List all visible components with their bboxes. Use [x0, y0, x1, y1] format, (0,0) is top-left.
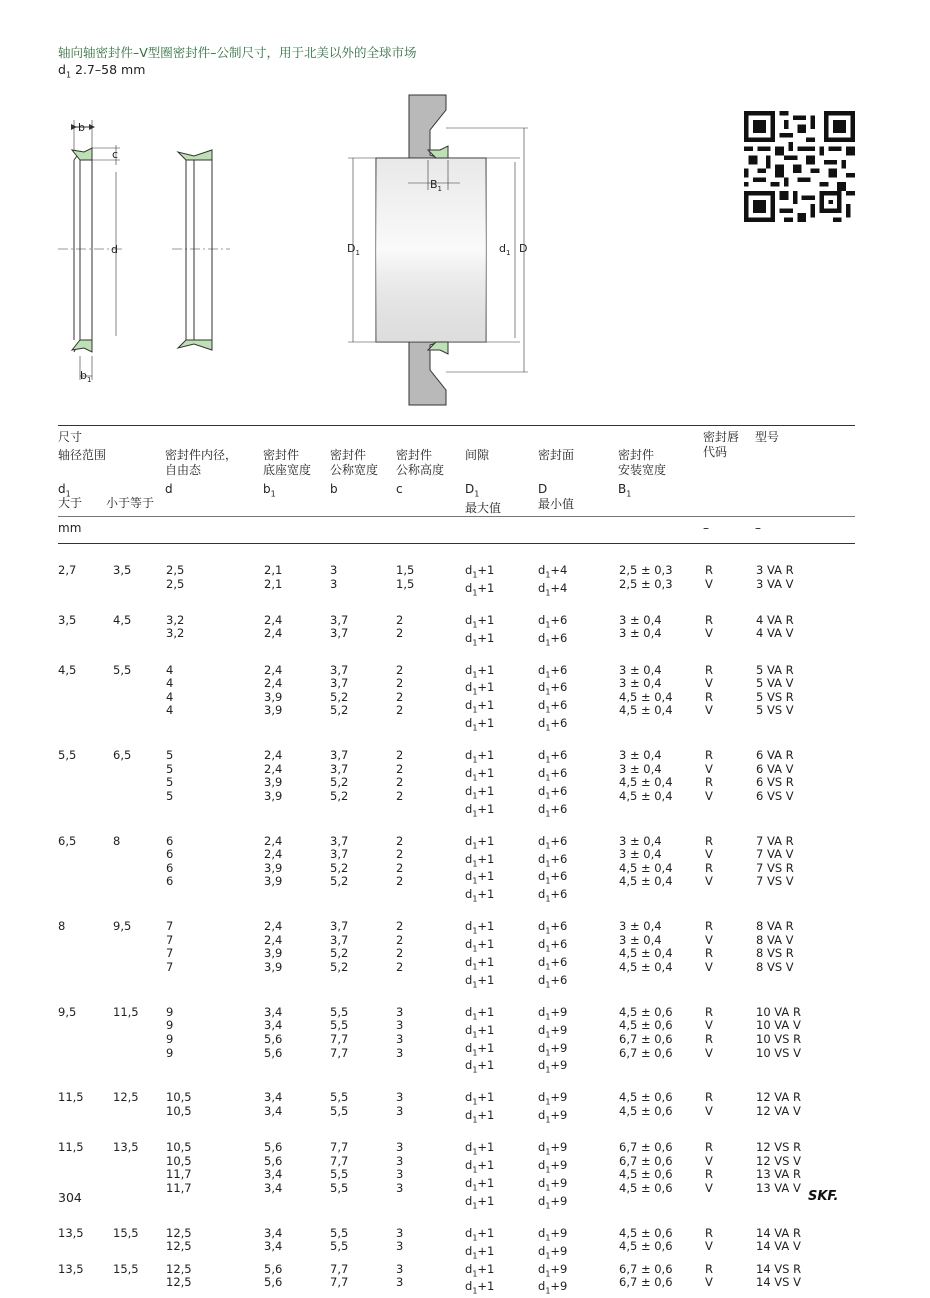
cell-type: 12 VS R 12 VS V 13 VA R 13 VA V [756, 1127, 855, 1213]
cell-D1: $d_1+1$ $d_1+1$ [465, 600, 538, 650]
header-type: 型号 [755, 430, 779, 445]
cell-B1: 3 ± 0,4 3 ± 0,4 4,5 ± 0,4 4,5 ± 0,4 [619, 650, 705, 736]
cell-d: 12,5 12,5 [166, 1263, 264, 1298]
cell-type: 7 VA R 7 VA V 7 VS R 7 VS V [756, 821, 855, 907]
cell-shaft-incl: 11,5 [113, 992, 166, 1078]
cell-b1: 2,1 2,1 [264, 546, 330, 600]
cell-shaft-over: 11,5 [58, 1127, 113, 1213]
cell-type: 5 VA R 5 VA V 5 VS R 5 VS V [756, 650, 855, 736]
cell-D1: $d_1+1$ $d_1+1$ [465, 1213, 538, 1263]
label-d1: $d_1$ [499, 242, 510, 257]
header-lip-code: 密封唇 代码 [703, 430, 739, 460]
cell-D: $d_1+9$ $d_1+9$ $d_1+9$ $d_1+9$ [538, 1127, 619, 1213]
cell-c: 3 3 [396, 1213, 465, 1263]
cell-D: $d_1+9$ $d_1+9$ [538, 1077, 619, 1127]
cell-d: 6 6 6 6 [166, 821, 264, 907]
label-B1: $B_1$ [430, 178, 442, 193]
cell-c: 1,5 1,5 [396, 546, 465, 600]
page-number: 304 [58, 1190, 82, 1205]
table-row [58, 906, 855, 992]
cell-b: 3,7 3,7 [330, 600, 396, 650]
cell-shaft-incl: 6,5 [113, 735, 166, 821]
cell-shaft-over: 3,5 [58, 600, 113, 650]
cell-shaft-incl: 4,5 [113, 600, 166, 650]
cell-d: 10,5 10,5 [166, 1077, 264, 1127]
label-D: D [519, 242, 527, 255]
cell-B1: 6,7 ± 0,6 6,7 ± 0,6 [619, 1263, 705, 1298]
cell-D: $d_1+6$ $d_1+6$ $d_1+6$ $d_1+6$ [538, 735, 619, 821]
cell-shaft-incl: 8 [113, 821, 166, 907]
header-nominal-width: 密封件 公称宽度 [330, 448, 378, 478]
cell-B1: 4,5 ± 0,6 4,5 ± 0,6 6,7 ± 0,6 6,7 ± 0,6 [619, 992, 705, 1078]
table-body-rule [58, 543, 855, 544]
cell-b: 5,5 5,5 7,7 7,7 [330, 992, 396, 1078]
cell-shaft-incl: 9,5 [113, 906, 166, 992]
label-c: c [112, 148, 118, 161]
label-D1: $D_1$ [347, 242, 360, 257]
cell-shaft-over: 9,5 [58, 992, 113, 1078]
table-row [58, 1077, 855, 1127]
header-dash-type: – [755, 521, 761, 536]
cell-d: 4 4 4 4 [166, 650, 264, 736]
cell-c: 2 2 2 2 [396, 821, 465, 907]
qr-code[interactable] [744, 111, 855, 222]
cell-type: 4 VA R 4 VA V [756, 600, 855, 650]
cell-D: $d_1+6$ $d_1+6$ [538, 600, 619, 650]
cell-shaft-over: 11,5 [58, 1077, 113, 1127]
header-sym-d: d [165, 482, 173, 497]
cell-d: 10,5 10,5 11,7 11,7 [166, 1127, 264, 1213]
header-dash-code: – [703, 521, 709, 536]
cell-D1: $d_1+1$ $d_1+1$ [465, 1263, 538, 1298]
cell-b: 7,7 7,7 5,5 5,5 [330, 1127, 396, 1213]
cell-b1: 2,4 2,4 3,9 3,9 [264, 906, 330, 992]
cell-d: 3,2 3,2 [166, 600, 264, 650]
cell-b: 3 3 [330, 546, 396, 600]
cell-D1: $d_1+1$ $d_1+1$ $d_1+1$ $d_1+1$ [465, 992, 538, 1078]
cell-D: $d_1+4$ $d_1+4$ [538, 546, 619, 600]
cell-B1: 3 ± 0,4 3 ± 0,4 4,5 ± 0,4 4,5 ± 0,4 [619, 906, 705, 992]
cell-D1: $d_1+1$ $d_1+1$ $d_1+1$ $d_1+1$ [465, 821, 538, 907]
header-sym-b1: $b_1$ [263, 482, 276, 501]
page-title: 轴向轴密封件–V型圈密封件–公制尺寸，用于北美以外的全球市场 [58, 43, 417, 61]
header-seal-face: 密封面 [538, 448, 574, 463]
skf-logo: SKF. [808, 1189, 838, 1204]
cell-d: 12,5 12,5 [166, 1213, 264, 1263]
header-sym-d1: $d_1$ [58, 482, 71, 501]
cell-type: 12 VA R 12 VA V [756, 1077, 855, 1127]
header-dimensions: 尺寸 [58, 430, 82, 445]
header-base-width: 密封件 底座宽度 [263, 448, 311, 478]
cell-D: $d_1+6$ $d_1+6$ $d_1+6$ $d_1+6$ [538, 906, 619, 992]
table-row [58, 821, 855, 907]
header-nominal-height: 密封件 公称高度 [396, 448, 444, 478]
cell-B1: 2,5 ± 0,3 2,5 ± 0,3 [619, 546, 705, 600]
cell-type: 14 VA R 14 VA V [756, 1213, 855, 1263]
header-install-width: 密封件 安装宽度 [618, 448, 666, 478]
header-sym-D: D 最小值 [538, 482, 574, 512]
cell-D: $d_1+9$ $d_1+9$ [538, 1263, 619, 1298]
cell-c: 3 3 3 3 [396, 1127, 465, 1213]
cell-code: R V [705, 1263, 756, 1298]
cell-shaft-incl: 12,5 [113, 1077, 166, 1127]
cell-shaft-incl: 15,5 [113, 1213, 166, 1263]
cell-b: 3,7 3,7 5,2 5,2 [330, 735, 396, 821]
cell-b1: 5,6 5,6 [264, 1263, 330, 1298]
cell-code: R V R V [705, 992, 756, 1078]
cell-B1: 4,5 ± 0,6 4,5 ± 0,6 [619, 1213, 705, 1263]
cell-b1: 2,4 2,4 3,9 3,9 [264, 735, 330, 821]
cell-b1: 2,4 2,4 [264, 600, 330, 650]
cell-type: 6 VA R 6 VA V 6 VS R 6 VS V [756, 735, 855, 821]
cell-shaft-over: 8 [58, 906, 113, 992]
cell-D1: $d_1+1$ $d_1+1$ $d_1+1$ $d_1+1$ [465, 906, 538, 992]
cell-c: 2 2 2 2 [396, 906, 465, 992]
table-row [58, 600, 855, 650]
table-row [58, 1213, 855, 1263]
cell-D1: $d_1+1$ $d_1+1$ [465, 1077, 538, 1127]
cell-b: 3,7 3,7 5,2 5,2 [330, 906, 396, 992]
cell-D: $d_1+9$ $d_1+9$ $d_1+9$ $d_1+9$ [538, 992, 619, 1078]
cell-code: R V R V [705, 650, 756, 736]
table-row [58, 650, 855, 736]
cell-c: 3 3 [396, 1263, 465, 1298]
page-subtitle: $d_1$ 2.7–58 mm [58, 62, 145, 80]
header-sym-c: c [396, 482, 403, 497]
cell-D: $d_1+9$ $d_1+9$ [538, 1213, 619, 1263]
cell-D1: $d_1+1$ $d_1+1$ [465, 546, 538, 600]
cell-shaft-over: 5,5 [58, 735, 113, 821]
cell-c: 2 2 2 2 [396, 650, 465, 736]
cell-c: 3 3 [396, 1077, 465, 1127]
table-row [58, 546, 855, 600]
cell-D: $d_1+6$ $d_1+6$ $d_1+6$ $d_1+6$ [538, 650, 619, 736]
label-b1: $b_1$ [80, 369, 91, 384]
cell-shaft-over: 4,5 [58, 650, 113, 736]
cell-code: R V [705, 1077, 756, 1127]
cell-b1: 5,6 5,6 3,4 3,4 [264, 1127, 330, 1213]
header-sym-B1: $B_1$ [618, 482, 631, 501]
cell-type: 14 VS R 14 VS V [756, 1263, 855, 1298]
cell-shaft-over: 13,5 [58, 1213, 113, 1263]
header-unit: mm [58, 521, 81, 536]
cell-code: R V [705, 546, 756, 600]
cell-type: 3 VA R 3 VA V [756, 546, 855, 600]
cell-code: R V R V [705, 821, 756, 907]
header-incl: 小于等于 [106, 496, 154, 511]
label-b: b [78, 121, 85, 134]
drawing-seal-perspective [172, 150, 230, 350]
cell-c: 3 3 3 3 [396, 992, 465, 1078]
cell-shaft-incl: 15,5 [113, 1263, 166, 1298]
header-shaft-range: 轴径范围 [58, 448, 106, 463]
table-header-rule [58, 516, 855, 517]
cell-b1: 2,4 2,4 3,9 3,9 [264, 821, 330, 907]
cell-shaft-incl: 5,5 [113, 650, 166, 736]
dimension-table [58, 546, 855, 1298]
header-sym-D1: $D_1$ 最大值 [465, 482, 501, 516]
cell-c: 2 2 2 2 [396, 735, 465, 821]
cell-b1: 3,4 3,4 5,6 5,6 [264, 992, 330, 1078]
cell-shaft-incl: 3,5 [113, 546, 166, 600]
table-row [58, 1127, 855, 1213]
cell-b1: 3,4 3,4 [264, 1213, 330, 1263]
cell-d: 2,5 2,5 [166, 546, 264, 600]
cell-code: R V [705, 600, 756, 650]
cell-D1: $d_1+1$ $d_1+1$ $d_1+1$ $d_1+1$ [465, 735, 538, 821]
cell-d: 9 9 9 9 [166, 992, 264, 1078]
cell-b: 5,5 5,5 [330, 1077, 396, 1127]
cell-code: R V R V [705, 906, 756, 992]
cell-code: R V [705, 1213, 756, 1263]
cell-b1: 2,4 2,4 3,9 3,9 [264, 650, 330, 736]
cell-D: $d_1+6$ $d_1+6$ $d_1+6$ $d_1+6$ [538, 821, 619, 907]
cell-B1: 3 ± 0,4 3 ± 0,4 4,5 ± 0,4 4,5 ± 0,4 [619, 821, 705, 907]
cell-D1: $d_1+1$ $d_1+1$ $d_1+1$ $d_1+1$ [465, 650, 538, 736]
cell-d: 7 7 7 7 [166, 906, 264, 992]
cell-b: 3,7 3,7 5,2 5,2 [330, 821, 396, 907]
cell-D1: $d_1+1$ $d_1+1$ $d_1+1$ $d_1+1$ [465, 1127, 538, 1213]
cell-d: 5 5 5 5 [166, 735, 264, 821]
table-row [58, 735, 855, 821]
cell-type: 10 VA R 10 VA V 10 VS R 10 VS V [756, 992, 855, 1078]
cell-b: 5,5 5,5 [330, 1213, 396, 1263]
cell-b1: 3,4 3,4 [264, 1077, 330, 1127]
header-clearance: 间隙 [465, 448, 489, 463]
header-over: 大于 [58, 496, 82, 511]
cell-shaft-over: 6,5 [58, 821, 113, 907]
cell-b: 3,7 3,7 5,2 5,2 [330, 650, 396, 736]
cell-B1: 4,5 ± 0,6 4,5 ± 0,6 [619, 1077, 705, 1127]
table-row [58, 992, 855, 1078]
label-d: d [111, 243, 118, 256]
table-top-rule [58, 425, 855, 426]
cell-code: R V R V [705, 1127, 756, 1213]
table-row [58, 1263, 855, 1298]
header-inner-d: 密封件内径， 自由态 [165, 448, 237, 478]
header-sym-b: b [330, 482, 338, 497]
cell-type: 8 VA R 8 VA V 8 VS R 8 VS V [756, 906, 855, 992]
cell-b: 7,7 7,7 [330, 1263, 396, 1298]
cell-c: 2 2 [396, 600, 465, 650]
cell-B1: 3 ± 0,4 3 ± 0,4 [619, 600, 705, 650]
cell-shaft-incl: 13,5 [113, 1127, 166, 1213]
cell-shaft-over: 13,5 [58, 1263, 113, 1298]
cell-code: R V R V [705, 735, 756, 821]
cell-shaft-over: 2,7 [58, 546, 113, 600]
cell-B1: 3 ± 0,4 3 ± 0,4 4,5 ± 0,4 4,5 ± 0,4 [619, 735, 705, 821]
cell-B1: 6,7 ± 0,6 6,7 ± 0,6 4,5 ± 0,6 4,5 ± 0,6 [619, 1127, 705, 1213]
